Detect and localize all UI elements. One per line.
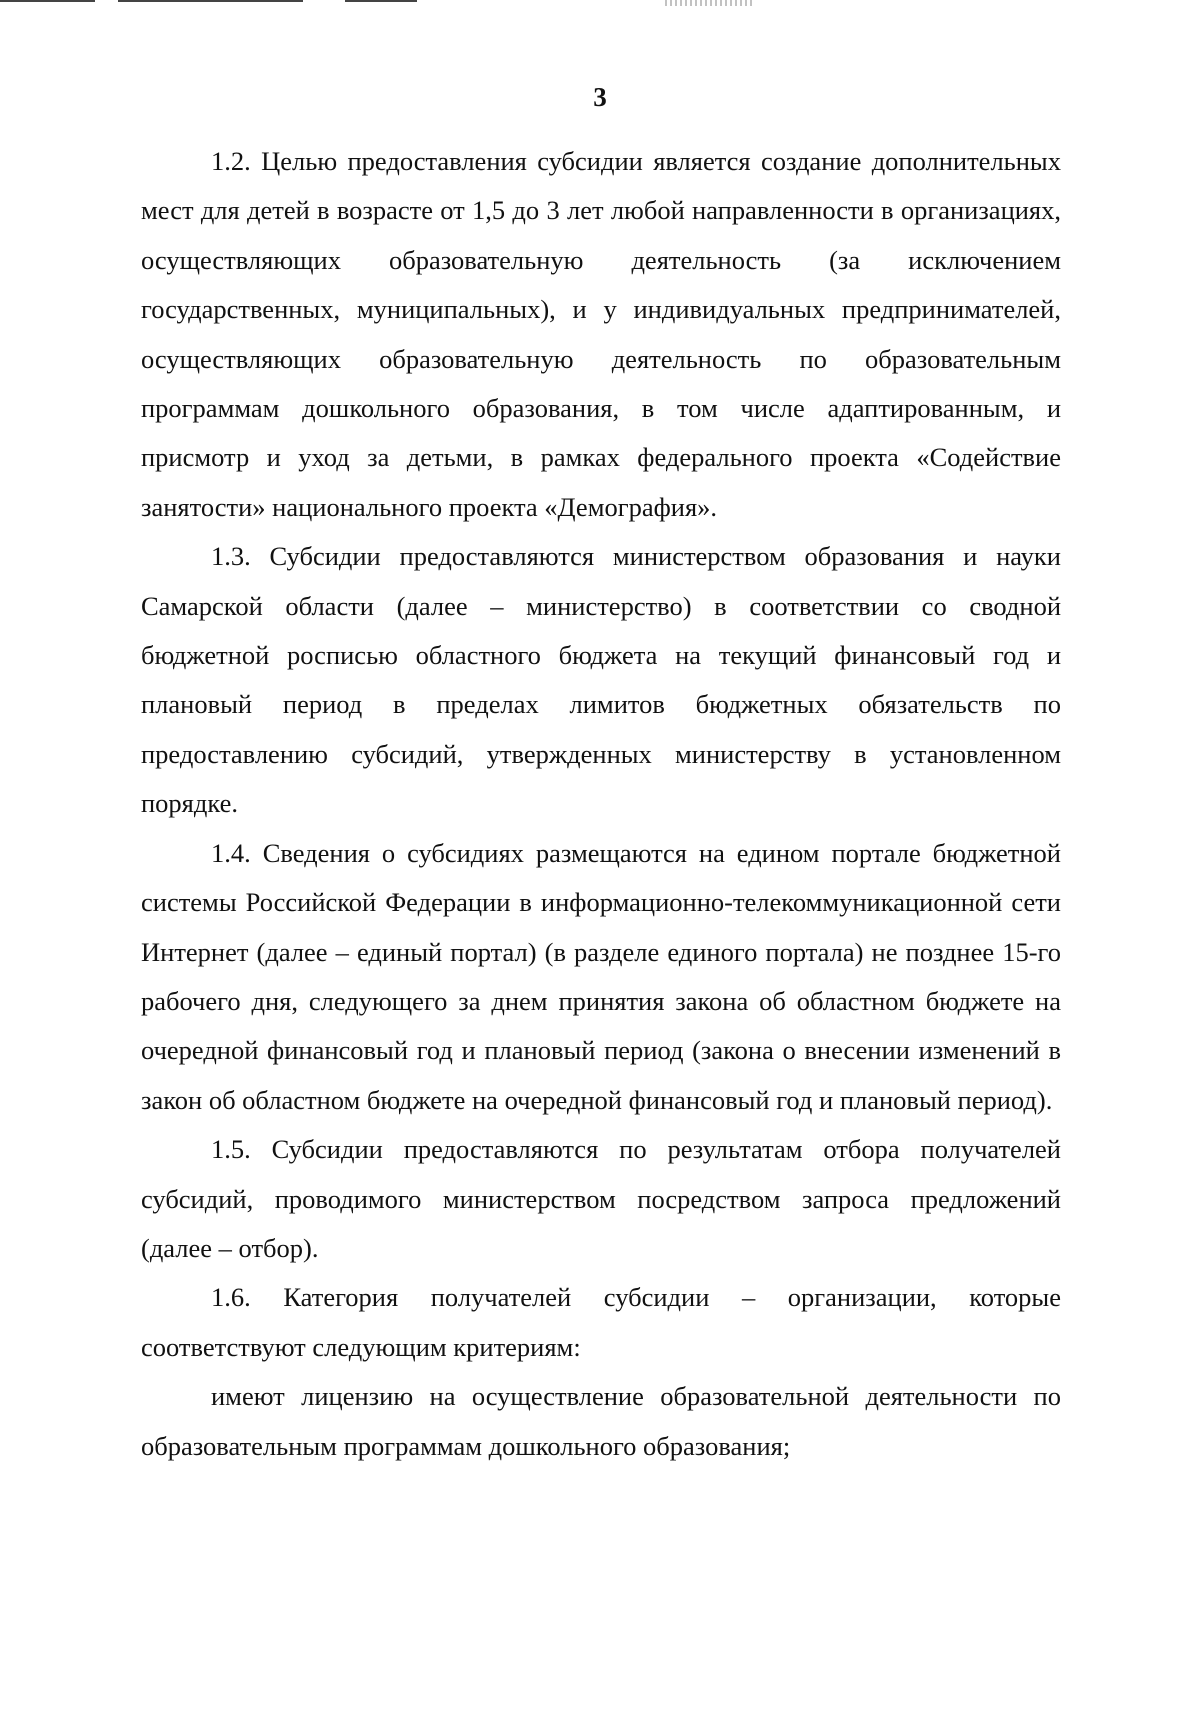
paragraph-1-3: 1.3. Субсидии предоставляются министерством образования и науки Самарской области (далее – министерство) в соответствии со сводной бюджетной росписью областного бюджета на текущий финансовый год и плановый период в пределах лимитов бюджетных обязательств по предоставлению субсидий, утвержденных министерству в установленном порядке. (141, 541, 1061, 819)
scan-artifact (665, 0, 755, 6)
paragraph-1-6: 1.6. Категория получателей субсидии – организации, которые соответствуют следующим критериям: (141, 1282, 1061, 1362)
paragraph-1-2: 1.2. Целью предоставления субсидии является создание дополнительных мест для детей в возрасте от 1,5 до 3 лет любой направленности в организациях, осуществляющих образовательную деятельность (за исключением государственных, муниципальных), и у индивидуальных предпринимателей, осуществляющих образовательную деятельность по образовательным программам дошкольного образования, в том числе адаптированным, и присмотр и уход за детьми, в рамках федерального проекта «Содействие занятости» национального проекта «Демография». (141, 146, 1061, 522)
paragraph-1-4: 1.4. Сведения о субсидиях размещаются на едином портале бюджетной системы Российской Федерации в информационно-телекоммуникационной сети Интернет (далее – единый портал) (в разделе единого портала) не позднее 15-го рабочего дня, следующего за днем принятия закона об областном бюджете на очередной финансовый год и плановый период (закона о внесении изменений в закон об областном бюджете на очередной финансовый год и плановый период). (141, 837, 1061, 1115)
criteria-item: имеют лицензию на осуществление образовательной деятельности по образовательным программам дошкольного образования; (141, 1381, 1061, 1461)
scan-edge-mark (345, 0, 417, 2)
document-body (141, 137, 1061, 1471)
page-number: 3 (593, 82, 607, 112)
scan-edge-mark (118, 0, 303, 2)
scan-edge-mark (0, 0, 95, 2)
paragraph-1-5: 1.5. Субсидии предоставляются по результатам отбора получателей субсидий, проводимого министерством посредством запроса предложений (далее – отбор). (141, 1134, 1061, 1263)
